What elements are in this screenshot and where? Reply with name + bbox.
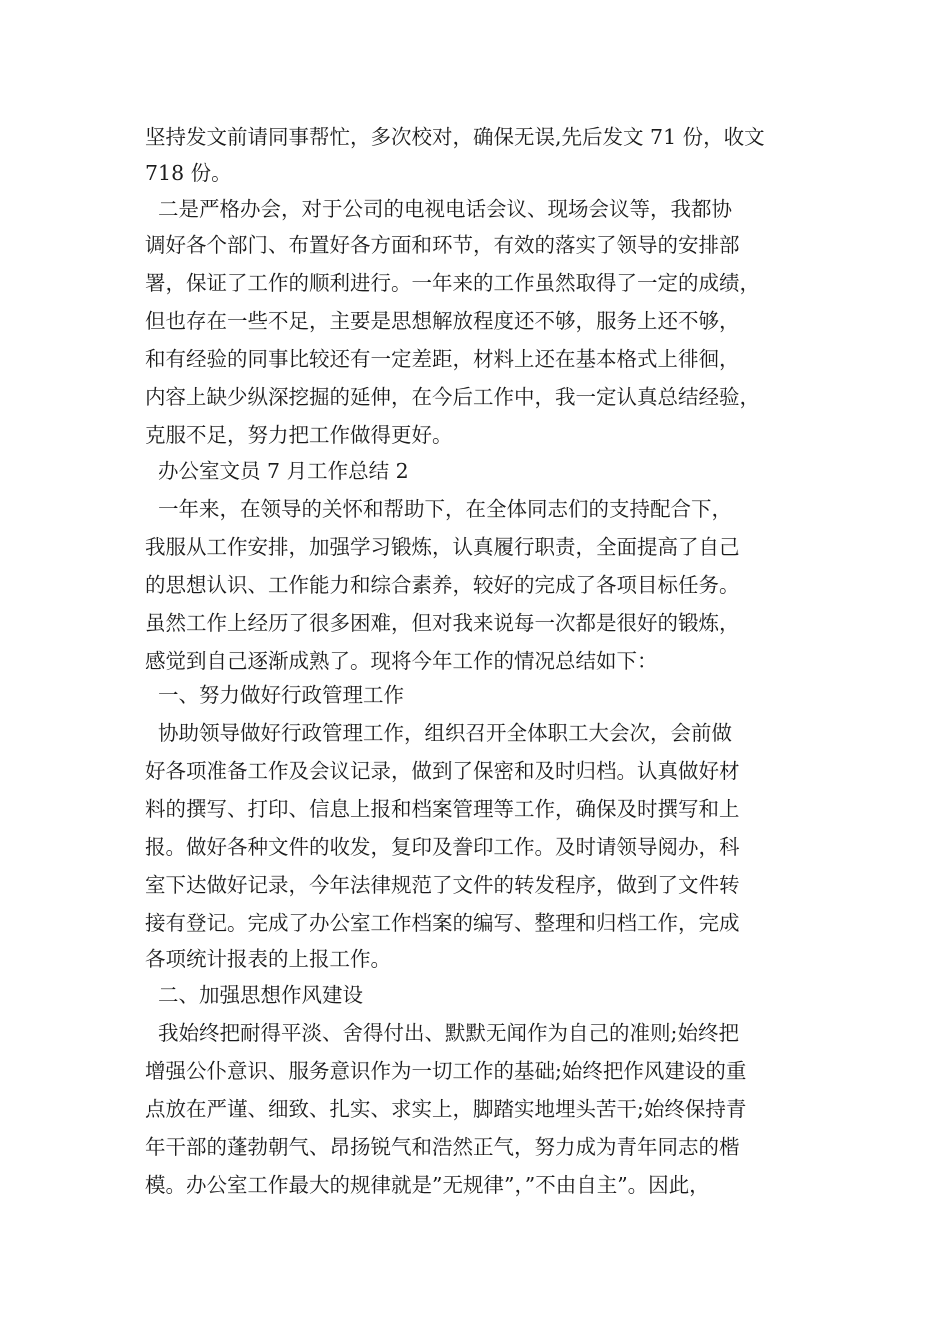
text-line: 感觉到自己逐渐成熟了。现将今年工作的情况总结如下： [145, 649, 658, 673]
text-line: 年干部的蓬勃朝气、昂扬锐气和浩然正气，努力成为青年同志的楷 [145, 1135, 740, 1159]
text-line: 好各项准备工作及会议记录，做到了保密和及时归档。认真做好材 [145, 759, 740, 783]
text-line: 各项统计报表的上报工作。 [145, 947, 391, 971]
text-line: 模。办公室工作最大的规律就是”无规律”，”不由自主”。因此， [145, 1173, 710, 1197]
text-line: 但也存在一些不足，主要是思想解放程度还不够，服务上还不够， [145, 309, 740, 333]
text-line: 报。做好各种文件的收发，复印及誊印工作。及时请领导阅办，科 [145, 835, 740, 859]
text-line: 增强公仆意识、服务意识作为一切工作的基础;始终把作风建设的重 [145, 1059, 747, 1083]
text-line: 内容上缺少纵深挖掘的延伸，在今后工作中，我一定认真总结经验， [145, 385, 760, 409]
text-line: 718 份。 [145, 161, 232, 185]
section-heading: 办公室文员 7 月工作总结 2 [145, 459, 409, 483]
text-line: 虽然工作上经历了很多困难，但对我来说每一次都是很好的锻炼， [145, 611, 740, 635]
text-line: 我始终把耐得平淡、舍得付出、默默无闻作为自己的准则;始终把 [145, 1021, 739, 1045]
text-line: 室下达做好记录，今年法律规范了文件的转发程序，做到了文件转 [145, 873, 740, 897]
text-line: 协助领导做好行政管理工作，组织召开全体职工大会次，会前做 [145, 721, 733, 745]
text-line: 坚持发文前请同事帮忙，多次校对，确保无误,先后发文 71 份，收文 [145, 125, 765, 149]
text-line: 调好各个部门、布置好各方面和环节，有效的落实了领导的安排部 [145, 233, 740, 257]
section-heading: 二、加强思想作风建设 [145, 983, 364, 1007]
text-line: 克服不足，努力把工作做得更好。 [145, 423, 453, 447]
text-line: 的思想认识、工作能力和综合素养，较好的完成了各项目标任务。 [145, 573, 740, 597]
section-heading: 一、努力做好行政管理工作 [145, 683, 405, 707]
text-line: 料的撰写、打印、信息上报和档案管理等工作，确保及时撰写和上 [145, 797, 740, 821]
text-line: 一年来，在领导的关怀和帮助下，在全体同志们的支持配合下， [145, 497, 733, 521]
text-line: 接有登记。完成了办公室工作档案的编写、整理和归档工作，完成 [145, 911, 740, 935]
text-line: 署，保证了工作的顺利进行。一年来的工作虽然取得了一定的成绩， [145, 271, 760, 295]
text-line: 点放在严谨、细致、扎实、求实上，脚踏实地埋头苦干;始终保持青 [145, 1097, 747, 1121]
text-line: 我服从工作安排，加强学习锻炼，认真履行职责，全面提高了自己 [145, 535, 740, 559]
text-line: 和有经验的同事比较还有一定差距，材料上还在基本格式上徘徊， [145, 347, 740, 371]
text-line: 二是严格办会，对于公司的电视电话会议、现场会议等，我都协 [145, 197, 733, 221]
